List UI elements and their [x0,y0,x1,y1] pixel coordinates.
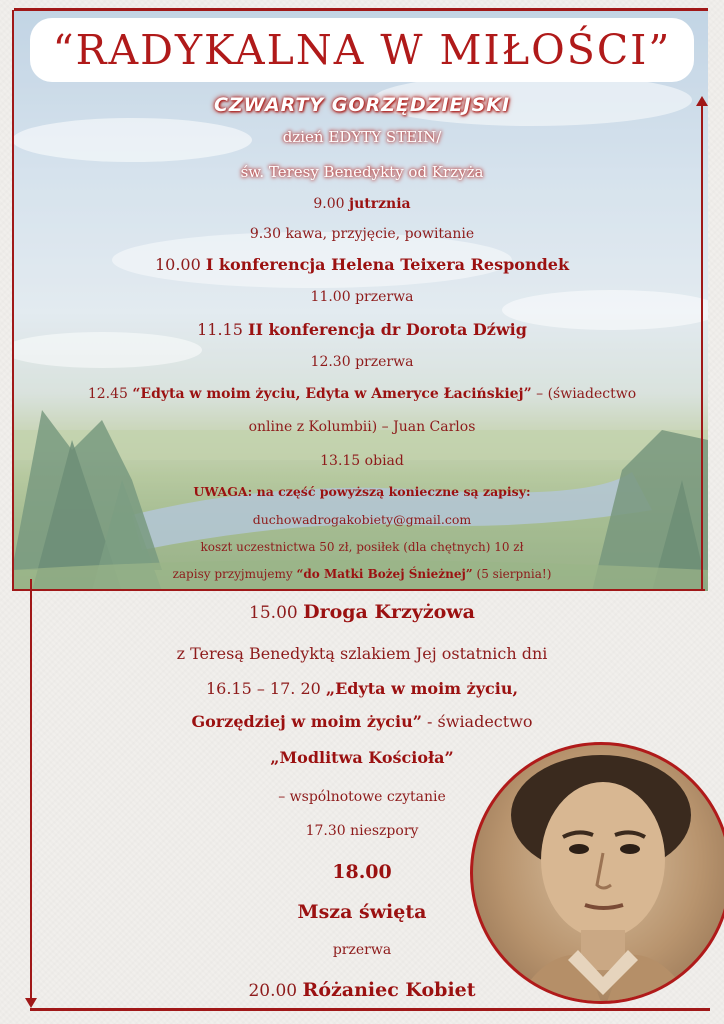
schedule-item-droga: 15.00 Droga Krzyżowa [249,601,475,623]
schedule-item-rozaniec: 20.00 Różaniec Kobiet [248,979,476,1001]
middle-frame-line [12,589,705,591]
notice-uwaga: UWAGA: na część powyższą konieczne są zapisy: [193,484,531,499]
schedule-item-jutrznia: 9.00 jutrznia [313,196,411,212]
title-banner [30,18,694,82]
schedule-item-kawa: 9.30 kawa, przyjęcie, powitanie [249,226,475,242]
signup-info: zapisy przyjmujemy “do Matki Bożej Śnieżnej” (5 sierpnia!) [172,567,552,581]
subtitle: CZWARTY GORZĘDZIEJSKI [213,94,511,116]
msza-title: Msza święta [297,901,427,923]
droga-description: z Teresą Benedyktą szlakiem Jej ostatnich dni [176,644,548,663]
schedule-item-edyta: 16.15 – 17. 20 „Edyta w moim życiu, [205,679,519,698]
saint-name-line: św. Teresy Benedykty od Krzyża [240,163,484,181]
msza-time: 18.00 [332,861,392,883]
schedule-item-edyta-cont: Gorzędziej w moim życiu” - świadectwo [191,712,533,731]
schedule-item-przerwa-2: 12.30 przerwa [310,354,414,370]
edith-stein-portrait [470,742,724,1004]
schedule-item-obiad: 13.15 obiad [320,453,404,469]
page-title: “RADYKALNA W MIŁOŚCI” [52,26,672,74]
schedule-item-przerwa-1: 11.00 przerwa [310,289,414,305]
bottom-frame-line [30,1008,710,1011]
modlitwa-description: – wspólnotowe czytanie [278,789,446,805]
top-frame-line [14,8,708,11]
schedule-item-konferencja-2: 11.15 II konferencja dr Dorota Dźwig [197,320,527,339]
event-day-line: dzień EDYTY STEIN/ [282,128,442,146]
schedule-item-konferencja-1: 10.00 I konferencja Helena Teixera Respondek [154,255,570,274]
cost-info: koszt uczestnictwa 50 zł, posiłek (dla chętnych) 10 zł [200,540,524,554]
modlitwa-title: „Modlitwa Kościoła” [270,748,454,767]
schedule-item-swiadectwo-online-cont: online z Kolumbii) – Juan Carlos [248,419,476,435]
schedule-item-nieszpory: 17.30 nieszpory [305,823,419,839]
schedule-item-swiadectwo-online: 12.45 “Edyta w moim życiu, Edyta w Ameryce Łacińskiej” – (świadectwo [87,386,637,402]
contact-email: duchowadrogakobiety@gmail.com [252,512,472,527]
schedule-item-przerwa-3: przerwa [332,942,392,958]
